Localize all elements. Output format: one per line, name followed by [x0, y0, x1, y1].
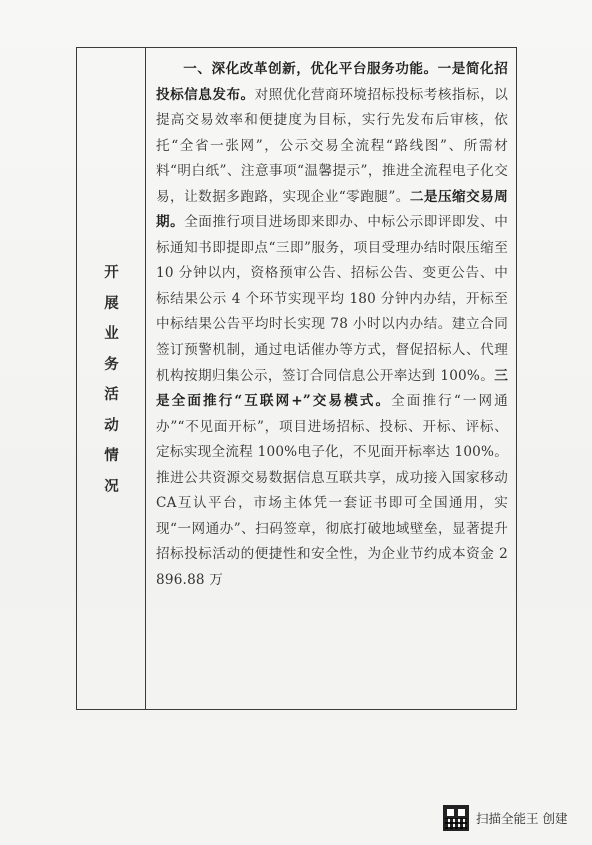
body-paragraph: [156, 57, 508, 593]
heading-segment: 二是压缩交易周期。: [156, 188, 508, 231]
qr-code-icon: [443, 805, 469, 831]
body-segment: 对照优化营商环境招标投标考核指标，以提高交易效率和便捷度为目标，实行先发布后审核，依托“全省一张网”，公示交易全流程“路线图”、所需材料“明白纸”、注意事项“温馨提示”，推进全流程电子化交易，让数据多跑路，实现企业“零跑腿”。: [156, 86, 508, 205]
section-label-char: 展: [104, 294, 119, 312]
content-cell: [146, 48, 516, 709]
section-label-cell: [77, 48, 146, 709]
body-segment: 全面推行项目进场即来即办、中标公示即评即发、中标通知书即提即点“三即”服务，项目受理办结时限压缩至 10 分钟以内，资格预审公告、招标公告、变更公告、中标结果公示 4 个环节实现平均 180 分钟内办结，开标至中标结果公告平均时长实现 78 小时以内办结。建立合同签订预警机制，通过电话催办等方式，督促招标人、代理机构按期归集公示，签订合同信息公开率达到 100%。: [156, 214, 508, 384]
section-label-char: 务: [104, 355, 119, 373]
body-segment: 全面推行“一网通办”“不见面开标”，项目进场招标、投标、开标、评标、定标实现全流程 100%电子化，不见面开标率达 100%。推进公共资源交易数据信息互联共享，成功接入国家移动CA互认平台，市场主体凭一套证书即可全国通用，实现“一网通办”、扫码签章，彻底打破地域壁垒，显著提升招标投标活动的便捷性和安全性，为企业节约成本资金 2896.88 万: [156, 393, 508, 588]
section-label-char: 业: [104, 325, 119, 342]
heading-segment: 一、深化改革创新，优化平台服务功能。一是简化招投标信息发布。: [156, 61, 508, 103]
section-label-char: 活: [104, 386, 119, 403]
section-label-char: 开: [104, 264, 119, 281]
section-label-char: 况: [104, 477, 119, 495]
section-label: [77, 258, 146, 502]
scanner-watermark: [443, 804, 567, 832]
section-label-char: 情: [104, 447, 119, 464]
report-table: [76, 47, 517, 710]
watermark-text: 扫描全能王 创建: [476, 811, 568, 826]
heading-segment: 三是全面推行“互联网+”交易模式。: [156, 367, 508, 410]
section-label-char: 动: [104, 416, 119, 434]
